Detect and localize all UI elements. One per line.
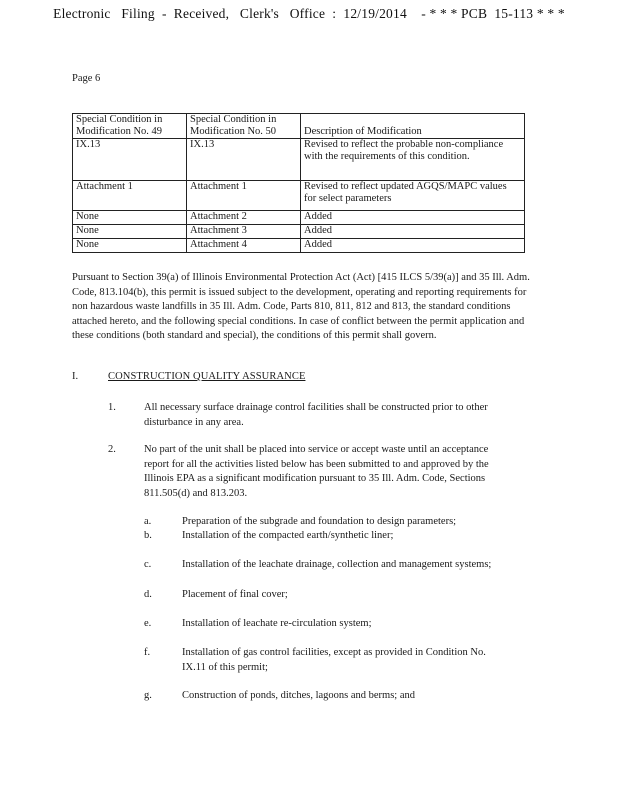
table-cell: IX.13 <box>187 139 301 181</box>
column-header-mod-50: Special Condition in Modification No. 50 <box>187 114 301 139</box>
table-cell: Attachment 3 <box>187 225 301 239</box>
section-heading <box>72 371 472 382</box>
filing-header: Electronic Filing - Received, Clerk's Office : 12/19/2014 - * * * PCB 15-113 * * * <box>53 6 565 21</box>
table-cell: Revised to reflect the probable non-compliance with the requirements of this condition. <box>301 139 525 181</box>
sub-item-letter: f. <box>144 647 151 658</box>
page-number: Page 6 <box>72 73 101 84</box>
item-number: 2. <box>108 444 116 455</box>
table-cell: Revised to reflect updated AGQS/MAPC values for select parameters <box>301 181 525 211</box>
section-number: I. <box>72 371 79 382</box>
table-header-row <box>73 114 525 139</box>
sub-item-letter: d. <box>144 589 152 600</box>
sub-item-text: Placement of final cover; <box>182 589 288 600</box>
table-cell: None <box>73 225 187 239</box>
item-text: No part of the unit shall be placed into service or accept waste until an acceptance report for all the activities listed below has been submitted to and approved by the Illinois EPA as a significant modification pursuant to 35 Ill. Adm. Code, Sections 811.505(d) and 813.203. <box>144 444 489 499</box>
column-header-mod-49: Special Condition in Modification No. 49 <box>73 114 187 139</box>
modification-table <box>72 113 525 253</box>
table-row <box>73 181 525 211</box>
sub-item-letter: b. <box>144 530 152 541</box>
intro-paragraph: Pursuant to Section 39(a) of Illinois Environmental Protection Act (Act) [415 ILCS 5/39(a)] and 35 Ill. Adm. Code, 813.104(b), this permit is issued subject to the development, operating and reporting requirements for non hazardous waste landfills in 35 Ill. Adm. Code, Parts 810, 811, 812 and 813, the standard conditions attached hereto, and the following special conditions. In case of conflict between the permit application and these conditions (both standard and special), the conditions of this permit shall govern. <box>72 272 530 342</box>
sub-item-text: Installation of the leachate drainage, collection and management systems; <box>182 559 492 570</box>
table-cell: Added <box>301 211 525 225</box>
table-row <box>73 211 525 225</box>
sub-item-letter: a. <box>144 516 152 527</box>
table-cell: IX.13 <box>73 139 187 181</box>
table-row <box>73 139 525 181</box>
table-cell: None <box>73 239 187 253</box>
sub-item-text: Installation of gas control facilities, except as provided in Condition No. IX.11 of this permit; <box>182 647 486 673</box>
column-header-description: Description of Modification <box>301 114 525 139</box>
table-cell: Added <box>301 225 525 239</box>
table-cell: Attachment 2 <box>187 211 301 225</box>
sub-item-letter: c. <box>144 559 152 570</box>
table-cell: Added <box>301 239 525 253</box>
sub-item-text: Preparation of the subgrade and foundation to design parameters; <box>182 516 457 527</box>
table-cell: Attachment 4 <box>187 239 301 253</box>
item-text: All necessary surface drainage control facilities shall be constructed prior to other disturbance in any area. <box>144 402 488 428</box>
sub-item-letter: g. <box>144 690 152 701</box>
item-number: 1. <box>108 402 116 413</box>
table-cell: Attachment 1 <box>187 181 301 211</box>
table-row <box>73 239 525 253</box>
table-row <box>73 225 525 239</box>
table-cell: Attachment 1 <box>73 181 187 211</box>
table-cell: None <box>73 211 187 225</box>
section-title: CONSTRUCTION QUALITY ASSURANCE <box>108 371 306 382</box>
sub-item-letter: e. <box>144 618 152 629</box>
sub-item-text: Construction of ponds, ditches, lagoons and berms; and <box>182 690 416 701</box>
sub-item-text: Installation of leachate re-circulation system; <box>182 618 372 629</box>
sub-item-text: Installation of the compacted earth/synthetic liner; <box>182 530 394 541</box>
